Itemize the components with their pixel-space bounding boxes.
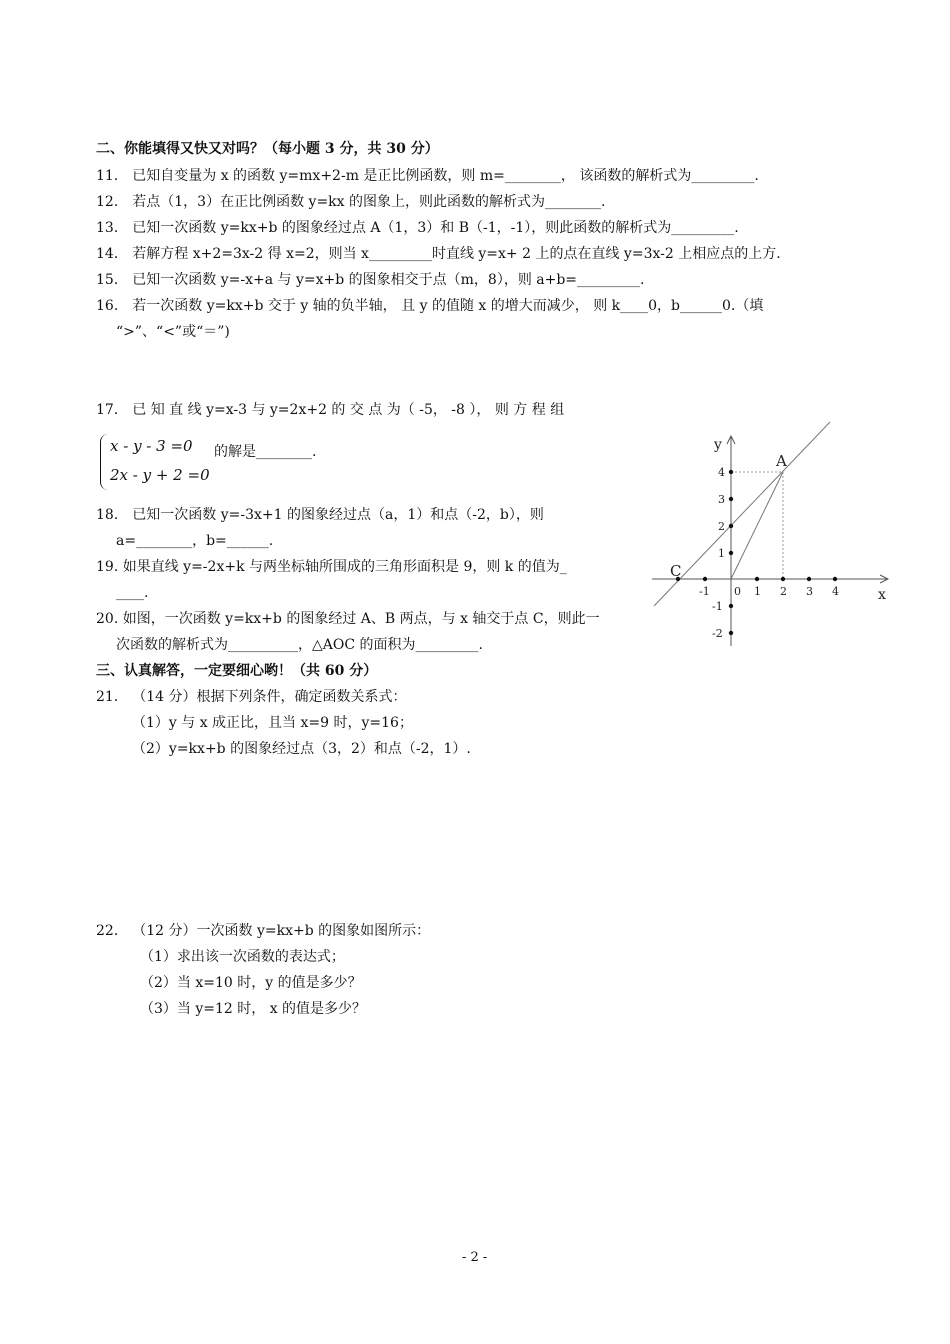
question-18-line2: a=________，b=______. [116, 533, 274, 549]
question-21-part1: （1）y 与 x 成正比，且当 x=9 时，y=16； [132, 715, 413, 731]
y-tick-label: 3 [718, 493, 725, 506]
x-axis-label: x [878, 587, 886, 603]
section3-title: 三、认真解答，一定要细心哟！（共 60 分） [96, 663, 378, 679]
question-21: 21． （14 分）根据下列条件，确定函数关系式： [96, 689, 407, 705]
question-15: 15． 已知一次函数 y=-x+a 与 y=x+b 的图象相交于点（m，8），则 a+b=_________. [96, 272, 645, 288]
question-16-line1: 16． 若一次函数 y=kx+b 交于 y 轴的负半轴， 且 y 的值随 x 的增大而减少， 则 k____0，b______0.（填 [96, 298, 764, 314]
question-16-line2: “>”、“<”或“＝”) [116, 324, 230, 340]
point-c-label: C [670, 562, 682, 580]
x-tick-label: 2 [780, 585, 787, 598]
question-20-line1: 20. 如图，一次函数 y=kx+b 的图象经过 A、B 两点，与 x 轴交于点 C，则此一 [96, 611, 600, 627]
equation-2: 2x - y + 2 =0 [110, 466, 210, 484]
question-22-part3: （3）当 y=12 时， x 的值是多少？ [140, 1001, 367, 1017]
question-13: 13． 已知一次函数 y=kx+b 的图象经过点 A（1，3）和 B（-1，-1），则此函数的解析式为_________. [96, 220, 739, 236]
question-19-line2: ____. [116, 585, 149, 601]
point-a-label: A [776, 452, 787, 470]
question-11: 11． 已知自变量为 x 的函数 y=mx+2-m 是正比例函数，则 m=________， 该函数的解析式为_________. [96, 168, 759, 184]
y-tick-label: -2 [712, 627, 723, 640]
section2-title: 二、你能填得又快又对吗？（每小题 3 分，共 30 分） [96, 141, 439, 157]
axis-dots [676, 470, 837, 635]
question-20-line2: 次函数的解析式为__________，△AOC 的面积为_________. [116, 637, 483, 653]
function-graph [640, 390, 900, 660]
segment-oa [731, 472, 783, 579]
question-21-part2: （2）y=kx+b 的图象经过点（3，2）和点（-2，1）. [132, 741, 471, 757]
question-17-line1: 17． 已 知 直 线 y=x-3 与 y=2x+2 的 交 点 为（ -5， -8 ）， 则 方 程 组 [96, 402, 565, 418]
x-tick-label: -1 [699, 585, 710, 598]
question-22: 22． （12 分）一次函数 y=kx+b 的图象如图所示： [96, 923, 431, 939]
question-18-line1: 18． 已知一次函数 y=-3x+1 的图象经过点（a，1）和点（-2，b），则 [96, 507, 544, 523]
question-17-line2: 的解是________. [214, 444, 317, 460]
y-tick-label: 4 [718, 466, 725, 479]
x-tick-label: 4 [832, 585, 839, 598]
y-axis-label: y [714, 437, 722, 453]
x-tick-label: 3 [806, 585, 813, 598]
question-22-part1: （1）求出该一次函数的表达式； [140, 949, 345, 965]
question-22-part2: （2）当 x=10 时，y 的值是多少？ [140, 975, 362, 991]
y-tick-label: 2 [718, 520, 725, 533]
question-12: 12． 若点（1，3）在正比例函数 y=kx 的图象上，则此函数的解析式为________. [96, 194, 606, 210]
question-19-line1: 19. 如果直线 y=-2x+k 与两坐标轴所围成的三角形面积是 9，则 k 的值为_ [96, 559, 567, 575]
equation-1: x - y - 3 =0 [110, 437, 193, 455]
y-tick-label: 1 [718, 547, 725, 560]
equation-brace [100, 434, 109, 490]
y-tick-label: -1 [712, 600, 723, 613]
question-14: 14． 若解方程 x+2=3x-2 得 x=2，则当 x_________时直线 y=x+ 2 上的点在直线 y=3x-2 上相应点的上方. [96, 246, 781, 262]
origin-label: 0 [734, 585, 741, 598]
x-tick-label: 1 [754, 585, 761, 598]
page-number: - 2 - [462, 1250, 488, 1265]
